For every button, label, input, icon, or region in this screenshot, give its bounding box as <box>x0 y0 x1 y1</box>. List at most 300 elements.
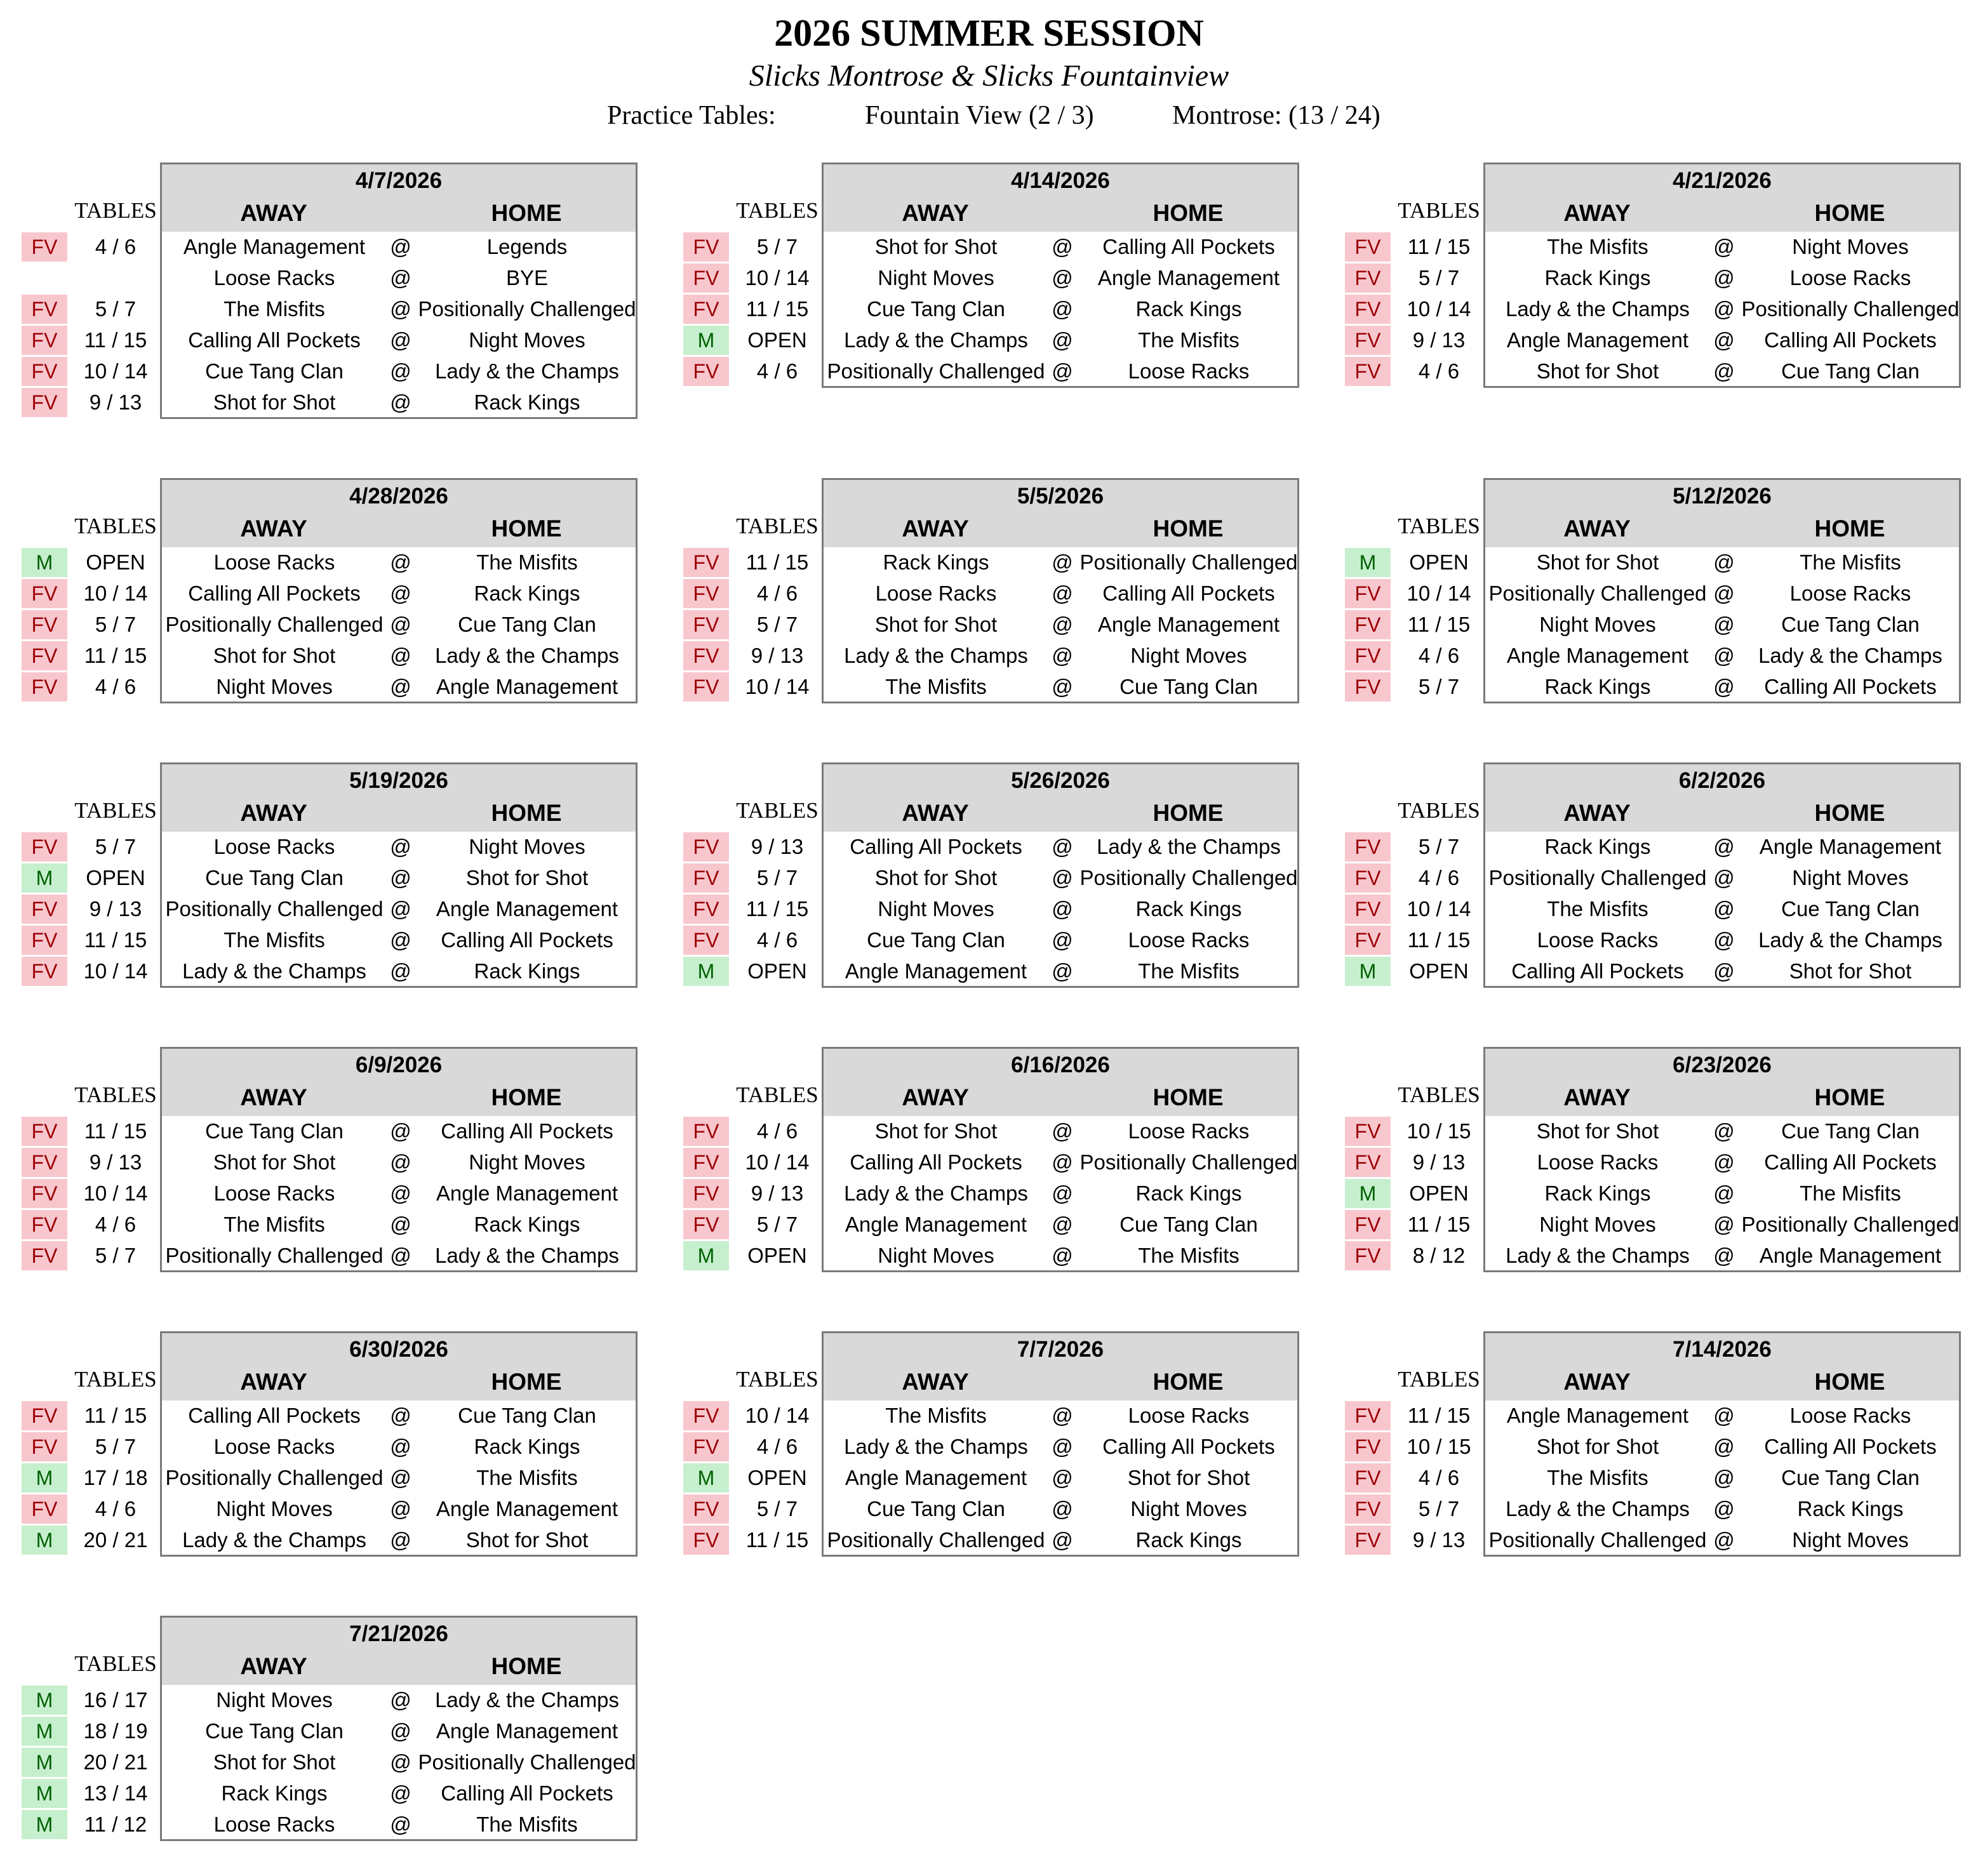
home-team: Rack Kings <box>1135 297 1242 321</box>
location-badge: FV <box>1345 1241 1391 1270</box>
home-team: Shot for Shot <box>1789 959 1912 983</box>
match-row <box>22 547 663 578</box>
at-separator: @ <box>1052 897 1073 921</box>
away-team: Positionally Challenged <box>165 613 384 636</box>
away-team: Positionally Challenged <box>1488 582 1707 605</box>
home-column-header: HOME <box>1153 1084 1224 1110</box>
away-team: Loose Racks <box>213 835 335 858</box>
away-team: Loose Racks <box>213 550 335 574</box>
away-team: Lady & the Champs <box>1506 1497 1690 1520</box>
at-separator: @ <box>1052 613 1073 636</box>
at-separator: @ <box>1052 297 1073 321</box>
table-numbers: 5 / 7 <box>95 1244 137 1267</box>
table-numbers: 4 / 6 <box>756 1435 798 1458</box>
week-date: 7/21/2026 <box>349 1621 448 1646</box>
away-team: Lady & the Champs <box>182 959 366 983</box>
home-team: Loose Racks <box>1128 928 1250 952</box>
away-team: Positionally Challenged <box>827 359 1045 383</box>
at-separator: @ <box>1713 1150 1735 1174</box>
location-badge: FV <box>1345 1148 1391 1177</box>
match-row <box>22 324 663 356</box>
at-separator: @ <box>390 1213 411 1236</box>
match-row <box>22 293 663 324</box>
match-row <box>22 1115 663 1147</box>
match-row <box>1345 1115 1978 1147</box>
location-badge: FV <box>683 232 729 262</box>
location-badge: FV <box>22 357 67 386</box>
week-block <box>683 478 1325 738</box>
week-block <box>22 762 663 1023</box>
home-column-header: HOME <box>1153 200 1224 226</box>
location-badge: FV <box>683 548 729 577</box>
away-team: Lady & the Champs <box>844 644 1028 667</box>
home-team: Rack Kings <box>474 1435 580 1458</box>
table-numbers: 4 / 6 <box>1418 644 1460 667</box>
location-badge: FV <box>1345 1117 1391 1146</box>
at-separator: @ <box>1713 1435 1735 1458</box>
week-date: 5/12/2026 <box>1673 484 1772 509</box>
away-team: Cue Tang Clan <box>867 1497 1005 1520</box>
home-team: Loose Racks <box>1789 266 1911 289</box>
at-separator: @ <box>390 1435 411 1458</box>
match-row <box>683 1209 1325 1240</box>
home-team: Night Moves <box>469 835 585 858</box>
match-row <box>22 262 663 293</box>
home-team: Angle Management <box>1097 613 1280 636</box>
location-badge: M <box>22 1526 67 1555</box>
location-badge: M <box>22 1748 67 1777</box>
match-row <box>1345 1524 1978 1555</box>
location-badge: FV <box>22 1432 67 1461</box>
away-team: Lady & the Champs <box>182 1528 366 1552</box>
week-date: 6/2/2026 <box>1678 768 1766 793</box>
home-column-header: HOME <box>491 800 562 826</box>
match-row <box>683 1178 1325 1209</box>
practice-fountain-view: Fountain View (2 / 3) <box>865 101 1094 130</box>
location-badge: FV <box>1345 863 1391 893</box>
page-subtitle: Slicks Montrose & Slicks Fountainview <box>749 59 1229 93</box>
at-separator: @ <box>1713 1213 1735 1236</box>
location-badge: FV <box>683 357 729 386</box>
table-numbers: 13 / 14 <box>83 1781 148 1805</box>
location-badge: FV <box>683 1210 729 1239</box>
location-badge: FV <box>683 832 729 861</box>
week-block <box>1345 163 1978 423</box>
table-numbers: 5 / 7 <box>95 835 137 858</box>
match-row <box>22 1715 663 1746</box>
week-header <box>162 1049 636 1116</box>
at-separator: @ <box>390 328 411 352</box>
home-team: Angle Management <box>436 1497 618 1520</box>
home-team: The Misfits <box>476 1466 578 1489</box>
location-badge: FV <box>1345 926 1391 955</box>
table-numbers: 11 / 15 <box>745 550 809 574</box>
table-numbers: 11 / 15 <box>84 644 147 667</box>
match-row <box>22 1240 663 1271</box>
home-team: Positionally Challenged <box>1079 866 1298 889</box>
home-column-header: HOME <box>1814 1084 1885 1110</box>
away-team: Calling All Pockets <box>850 1150 1022 1174</box>
at-separator: @ <box>1052 1466 1073 1489</box>
match-row <box>1345 640 1978 671</box>
match-row <box>1345 262 1978 293</box>
home-team: Loose Racks <box>1789 1404 1911 1427</box>
match-row <box>22 955 663 987</box>
practice-montrose: Montrose: (13 / 24) <box>1172 101 1380 130</box>
away-team: Positionally Challenged <box>165 897 384 921</box>
location-badge: FV <box>1345 1210 1391 1239</box>
table-numbers: 11 / 15 <box>1407 1404 1471 1427</box>
week-block <box>22 163 663 423</box>
match-row <box>683 547 1325 578</box>
week-header <box>162 480 636 547</box>
home-team: Lady & the Champs <box>1758 644 1942 667</box>
location-badge: FV <box>683 1179 729 1208</box>
away-team: The Misfits <box>224 297 325 321</box>
at-separator: @ <box>1052 1435 1073 1458</box>
table-numbers: 9 / 13 <box>1412 1150 1466 1174</box>
at-separator: @ <box>390 1528 411 1552</box>
match-row <box>22 1209 663 1240</box>
at-separator: @ <box>390 359 411 383</box>
table-numbers: 4 / 6 <box>756 359 798 383</box>
table-numbers: 10 / 14 <box>83 1181 148 1205</box>
at-separator: @ <box>1052 1244 1073 1267</box>
away-column-header: AWAY <box>1563 1369 1631 1395</box>
week-date: 4/28/2026 <box>349 484 448 509</box>
tables-column-label: TABLES <box>74 1082 157 1107</box>
at-separator: @ <box>1052 550 1073 574</box>
week-block <box>1345 1047 1978 1307</box>
at-separator: @ <box>390 550 411 574</box>
week-date: 5/26/2026 <box>1011 768 1110 793</box>
table-numbers: 11 / 15 <box>84 1119 147 1143</box>
at-separator: @ <box>1052 959 1073 983</box>
home-team: Cue Tang Clan <box>1119 675 1258 698</box>
away-team: Night Moves <box>216 1688 333 1712</box>
tables-column-label: TABLES <box>736 1367 819 1392</box>
home-team: Calling All Pockets <box>1764 1150 1937 1174</box>
home-team: Angle Management <box>436 1719 618 1743</box>
table-numbers: 10 / 14 <box>83 359 148 383</box>
match-row <box>683 671 1325 702</box>
week-block <box>683 762 1325 1023</box>
at-separator: @ <box>1713 1466 1735 1489</box>
away-team: Lady & the Champs <box>1506 297 1690 321</box>
at-separator: @ <box>390 928 411 952</box>
at-separator: @ <box>1052 1150 1073 1174</box>
home-team: Positionally Challenged <box>1741 1213 1960 1236</box>
at-separator: @ <box>390 959 411 983</box>
away-team: Cue Tang Clan <box>205 359 344 383</box>
table-numbers: 9 / 13 <box>89 390 142 414</box>
away-column-header: AWAY <box>902 516 969 542</box>
table-numbers: 11 / 15 <box>84 928 147 952</box>
match-row <box>22 609 663 640</box>
at-separator: @ <box>1052 1404 1073 1427</box>
location-badge: FV <box>22 610 67 639</box>
location-badge: FV <box>22 1148 67 1177</box>
away-column-header: AWAY <box>902 1369 969 1395</box>
home-team: Cue Tang Clan <box>458 1404 596 1427</box>
home-column-header: HOME <box>491 200 562 226</box>
match-row <box>683 262 1325 293</box>
week-header <box>824 480 1297 547</box>
at-separator: @ <box>390 1688 411 1712</box>
table-numbers: 11 / 15 <box>1407 1213 1471 1236</box>
week-block <box>683 1331 1325 1592</box>
table-numbers: 17 / 18 <box>83 1466 148 1489</box>
home-team: Night Moves <box>1130 1497 1247 1520</box>
home-team: Night Moves <box>1792 1528 1909 1552</box>
away-column-header: AWAY <box>902 1084 969 1110</box>
away-team: Loose Racks <box>213 1181 335 1205</box>
at-separator: @ <box>390 235 411 258</box>
table-numbers: 9 / 13 <box>751 1181 804 1205</box>
week-block <box>22 1047 663 1307</box>
at-separator: @ <box>390 1466 411 1489</box>
at-separator: @ <box>1713 835 1735 858</box>
away-team: Rack Kings <box>1544 1181 1651 1205</box>
away-column-header: AWAY <box>240 200 307 226</box>
away-column-header: AWAY <box>240 1653 307 1679</box>
tables-column-label: TABLES <box>1398 514 1480 538</box>
page-title: 2026 SUMMER SESSION <box>774 12 1204 54</box>
home-team: Calling All Pockets <box>1764 1435 1937 1458</box>
location-badge: M <box>683 326 729 355</box>
home-team: Cue Tang Clan <box>1781 1119 1920 1143</box>
location-badge: FV <box>683 926 729 955</box>
away-team: Shot for Shot <box>874 1119 998 1143</box>
table-numbers: 18 / 19 <box>83 1719 148 1743</box>
location-badge: FV <box>683 1494 729 1524</box>
week-date: 7/7/2026 <box>1017 1337 1104 1362</box>
home-team: Lady & the Champs <box>1097 835 1281 858</box>
location-badge: FV <box>22 832 67 861</box>
home-team: The Misfits <box>1138 1244 1240 1267</box>
away-team: Cue Tang Clan <box>867 297 1005 321</box>
away-team: Positionally Challenged <box>1488 866 1707 889</box>
away-team: Angle Management <box>183 235 366 258</box>
match-row <box>1345 1209 1978 1240</box>
home-team: The Misfits <box>1800 1181 1901 1205</box>
at-separator: @ <box>1052 835 1073 858</box>
match-row <box>1345 1240 1978 1271</box>
table-numbers: 10 / 14 <box>745 1404 810 1427</box>
match-row <box>1345 578 1978 609</box>
table-numbers: OPEN <box>747 328 807 352</box>
week-block <box>1345 478 1978 738</box>
at-separator: @ <box>390 866 411 889</box>
location-badge: M <box>22 548 67 577</box>
tables-column-label: TABLES <box>1398 1082 1480 1107</box>
at-separator: @ <box>1713 1497 1735 1520</box>
home-team: Positionally Challenged <box>418 297 636 321</box>
home-team: Night Moves <box>469 1150 585 1174</box>
away-team: Positionally Challenged <box>1488 1528 1707 1552</box>
home-team: Positionally Challenged <box>1741 297 1960 321</box>
week-block <box>22 478 663 738</box>
table-numbers: 16 / 17 <box>83 1688 148 1712</box>
location-badge: FV <box>1345 641 1391 670</box>
away-team: Cue Tang Clan <box>205 1119 344 1143</box>
home-column-header: HOME <box>1814 800 1885 826</box>
match-row <box>1345 1493 1978 1524</box>
home-team: Rack Kings <box>474 582 580 605</box>
away-column-header: AWAY <box>1563 516 1631 542</box>
away-team: Calling All Pockets <box>188 1404 361 1427</box>
away-team: Calling All Pockets <box>1511 959 1684 983</box>
table-numbers: 5 / 7 <box>1418 1497 1460 1520</box>
away-team: Shot for Shot <box>1536 550 1659 574</box>
at-separator: @ <box>390 390 411 414</box>
home-team: Rack Kings <box>1797 1497 1904 1520</box>
week-header <box>1485 480 1959 547</box>
location-badge: M <box>22 1686 67 1715</box>
at-separator: @ <box>1713 550 1735 574</box>
location-badge: FV <box>1345 895 1391 924</box>
table-numbers: OPEN <box>1409 1181 1469 1205</box>
match-row <box>683 1115 1325 1147</box>
location-badge: FV <box>22 388 67 417</box>
match-row <box>22 1462 663 1493</box>
match-row <box>22 578 663 609</box>
at-separator: @ <box>1052 582 1073 605</box>
match-row <box>22 1178 663 1209</box>
away-column-header: AWAY <box>1563 800 1631 826</box>
match-row <box>22 1778 663 1809</box>
away-team: Angle Management <box>845 959 1027 983</box>
table-numbers: 5 / 7 <box>1418 675 1460 698</box>
match-row <box>22 924 663 955</box>
match-row <box>683 862 1325 893</box>
home-team: Cue Tang Clan <box>1781 359 1920 383</box>
away-team: Loose Racks <box>213 1435 335 1458</box>
table-numbers: 11 / 15 <box>1407 928 1471 952</box>
match-row <box>1345 1400 1978 1431</box>
at-separator: @ <box>1052 266 1073 289</box>
away-team: Night Moves <box>878 1244 994 1267</box>
match-row <box>22 1431 663 1462</box>
at-separator: @ <box>1713 359 1735 383</box>
week-date: 4/21/2026 <box>1673 168 1772 193</box>
away-column-header: AWAY <box>1563 1084 1631 1110</box>
table-numbers: 4 / 6 <box>756 582 798 605</box>
location-badge: M <box>1345 1179 1391 1208</box>
location-badge: FV <box>22 579 67 608</box>
at-separator: @ <box>1713 328 1735 352</box>
location-badge: FV <box>22 1401 67 1430</box>
table-numbers: 11 / 15 <box>745 297 809 321</box>
match-row <box>683 1240 1325 1271</box>
away-team: Loose Racks <box>213 1813 335 1836</box>
table-numbers: 5 / 7 <box>95 1435 137 1458</box>
table-numbers: 5 / 7 <box>756 613 798 636</box>
away-team: The Misfits <box>224 928 325 952</box>
home-team: Night Moves <box>1130 644 1247 667</box>
table-numbers: 4 / 6 <box>756 928 798 952</box>
location-badge: FV <box>22 295 67 324</box>
table-numbers: 5 / 7 <box>1418 266 1460 289</box>
at-separator: @ <box>1713 1181 1735 1205</box>
week-date: 7/14/2026 <box>1673 1337 1772 1362</box>
table-numbers: 10 / 14 <box>1407 582 1471 605</box>
at-separator: @ <box>390 897 411 921</box>
tables-column-label: TABLES <box>736 798 819 823</box>
home-team: Legends <box>486 235 568 258</box>
match-row <box>22 1746 663 1778</box>
table-numbers: 9 / 13 <box>89 897 142 921</box>
table-numbers: 9 / 13 <box>89 1150 142 1174</box>
week-date: 6/23/2026 <box>1673 1053 1772 1077</box>
location-badge: FV <box>683 863 729 893</box>
week-date: 5/5/2026 <box>1017 484 1104 509</box>
home-column-header: HOME <box>1153 800 1224 826</box>
location-badge: M <box>22 1779 67 1808</box>
match-row <box>22 356 663 387</box>
table-numbers: 20 / 21 <box>83 1750 148 1774</box>
match-row <box>1345 955 1978 987</box>
home-column-header: HOME <box>491 1653 562 1679</box>
at-separator: @ <box>1052 1119 1073 1143</box>
match-row <box>683 924 1325 955</box>
away-team: Angle Management <box>1506 328 1689 352</box>
table-numbers: 20 / 21 <box>83 1528 148 1552</box>
away-team: Shot for Shot <box>213 644 336 667</box>
away-team: Rack Kings <box>883 550 989 574</box>
at-separator: @ <box>1052 928 1073 952</box>
location-badge: FV <box>1345 1494 1391 1524</box>
location-badge: FV <box>1345 326 1391 355</box>
match-row <box>683 231 1325 262</box>
match-row <box>22 862 663 893</box>
match-row <box>1345 356 1978 387</box>
tables-column-label: TABLES <box>1398 198 1480 223</box>
away-team: The Misfits <box>885 675 987 698</box>
week-block <box>1345 762 1978 1023</box>
at-separator: @ <box>1052 235 1073 258</box>
table-numbers: OPEN <box>86 866 145 889</box>
at-separator: @ <box>390 582 411 605</box>
location-badge: FV <box>683 895 729 924</box>
away-team: Loose Racks <box>213 266 335 289</box>
at-separator: @ <box>1713 235 1735 258</box>
home-team: Calling All Pockets <box>441 1119 613 1143</box>
week-date: 6/9/2026 <box>355 1053 443 1077</box>
away-team: Rack Kings <box>1544 266 1651 289</box>
home-team: Cue Tang Clan <box>458 613 596 636</box>
home-team: Cue Tang Clan <box>1781 1466 1920 1489</box>
at-separator: @ <box>390 1244 411 1267</box>
away-team: Cue Tang Clan <box>867 928 1005 952</box>
away-team: Night Moves <box>1539 613 1656 636</box>
home-team: Calling All Pockets <box>441 928 613 952</box>
away-team: Loose Racks <box>875 582 997 605</box>
home-team: The Misfits <box>1138 328 1240 352</box>
away-team: The Misfits <box>885 1404 987 1427</box>
location-badge: FV <box>683 672 729 702</box>
at-separator: @ <box>1713 1244 1735 1267</box>
location-badge: FV <box>22 895 67 924</box>
home-team: Shot for Shot <box>1127 1466 1250 1489</box>
table-numbers: 10 / 14 <box>745 266 810 289</box>
tables-column-label: TABLES <box>74 198 157 223</box>
away-team: Angle Management <box>845 1213 1027 1236</box>
match-row <box>22 1493 663 1524</box>
table-numbers: 9 / 13 <box>751 835 804 858</box>
match-row <box>683 955 1325 987</box>
table-numbers: 4 / 6 <box>95 1497 137 1520</box>
